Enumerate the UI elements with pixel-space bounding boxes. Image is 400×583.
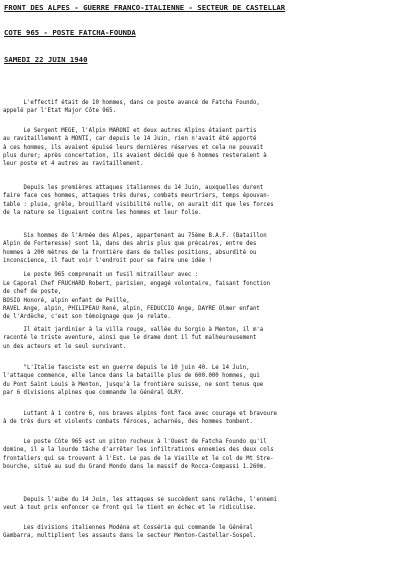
document-date: SAMEDI 22 JUIN 1940 bbox=[4, 55, 88, 64]
document-title: FRONT DES ALPES - GUERRE FRANCO-ITALIENNE - SECTEUR DE CASTELLAR bbox=[4, 3, 286, 12]
paragraph-piton-rocheux: Le poste Côte 965 est un piton rocheux à l'Ouest de Fatcha Foundo qu'il domine, il a la lourde tâche d'arrêter les infiltrations ennemies des deux cols frontaliers qui se trouvent à l'Est. Le pas de la Vieille et le col de Mt Stre- bourche, situé au sud du Grand Mondo dans le massif de Rocca-Compassi 1.260m. bbox=[3, 439, 274, 470]
paragraph-liste-hommes: Le Caporal Chef FRUCHARD Robert, parisien, engagé volontaire, faisant fonction de chef de poste, BOSIO Honoré, alpin enfant de Peille, RAVEL Ange, alpin, PHILIPEAU René, alpin, FEDUCCIO Ange, DAYRE Olmer enfant de l'Ardèche, c'est son témoignage que je relate. bbox=[3, 281, 271, 321]
paragraph-jardinier: Il était jardinier à la villa rouge, vallée du Sorgio à Menton, il m'a raconté le triste aventure, ainsi que le drame dont il fut malheureusement un des acteurs et le seul survivant. bbox=[3, 327, 264, 350]
paragraph-luttant: Luttant à 1 contre 6, nos braves alpins font face avec courage et bravoure à de très durs et violents combats féroces, acharnés, des hommes tombent. bbox=[3, 411, 277, 426]
paragraph-ravitaillement: Le Sergent MEGE, l'Alpin MARONI et deux autres Alpins étaient partis au ravitaillement à MONTI, car depuis le 14 Juin, rien n'avait été apporté à ces hommes, ils avaient épuisé leurs dernières réserves et cela ne pouvait plus durer; après concertation, ils avaient décidé que 6 hommes resteraient à leur poste et 4 autres au ravitaillement. bbox=[3, 128, 267, 168]
document-subtitle: COTE 965 - POSTE FATCHA-FOUNDA bbox=[4, 28, 136, 37]
paragraph-effectif: L'effectif était de 10 hommes, dans ce poste avancé de Fatcha Foundo, appelé par l'Etat Major Côte 965. bbox=[3, 100, 260, 115]
paragraph-fusil-mitrailleur: Le poste 965 comprenait un fusil mitrailleur avec : bbox=[3, 272, 199, 278]
paragraph-six-hommes: Six hommes de l'Armée des Alpes, appartenant au 75ème B.A.F. (Bataillon Alpin de Forteresse) sont là, dans des abris plus que précaires, entre des hommes à 200 mètres de la frontière dans de telles positions, absurdité ou inconscience, il faut voir l'endroit pour se faire une idée ! bbox=[3, 233, 267, 264]
paragraph-aube: Depuis l'aube du 14 Juin, les attaques se succèdent sans relâche, l'ennemi veut à tout prix enfoncer ce front qui le tient en échec et le ridiculise. bbox=[3, 497, 277, 512]
paragraph-divisions: Les divisions italiennes Modéna et Cosséria qui commande le Général Gambarra, multiplient les assauts dans le secteur Menton-Castellar-Sospel. bbox=[3, 525, 257, 540]
paragraph-italie-fasciste: "L'Italie fasciste est en guerre depuis le 10 juin 40. Le 14 Juin, l'attaque commence, elle lance dans la bataille plus de 600.000 hommes, qui du Pont Saint Louis à Menton, jusqu'à la frontière suisse, ne sont tenus que par 6 divisions alpines que commande le Général OLRY. bbox=[3, 365, 264, 396]
paragraph-attaques: Depuis les premières attaques italiennes du 14 Juin, auxquelles durent faire face ces hommes, attaques très dures, combats meurtriers, temps épouvan- table : pluie, grêle, brouillard visibilité nulle, on aurait dit que les forces de la nature se liguaient contre les hommes et leur folie. bbox=[3, 185, 274, 216]
